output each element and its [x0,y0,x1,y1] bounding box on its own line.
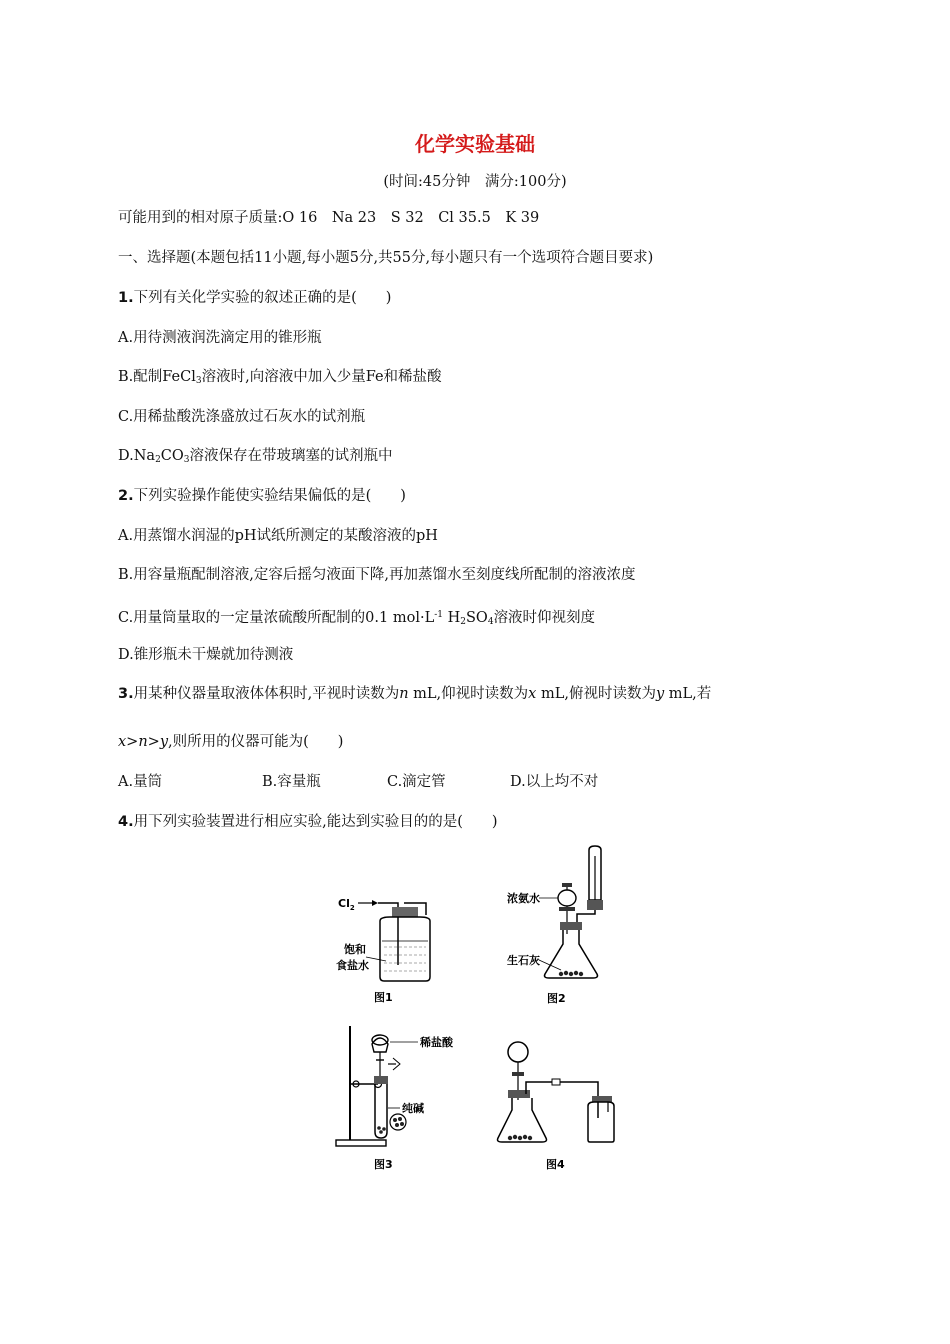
atomic-masses: 可能用到的相对原子质量:O 16 Na 23 S 32 Cl 35.5 K 39 [118,210,540,226]
question-number: 4. [118,814,134,830]
question-3-line2 [118,732,343,752]
page-title: 化学实验基础 [415,132,535,156]
option-a: A.用蒸馏水润湿的pH试纸所测定的某酸溶液的pH [118,528,438,544]
subscript: 4 [487,617,494,627]
reagent-label-top: 稀盐酸 [420,1036,453,1049]
option-c [118,605,595,632]
option-text: C.用量筒量取的一定量浓硫酸所配制的0.1 mol·L [118,610,435,626]
question-3 [118,684,711,704]
subscript: 2 [460,617,466,627]
reagent-label-bottom: 生石灰 [507,954,540,967]
question-2 [118,486,406,506]
exam-subtitle: (时间:45分钟 满分:100分) [383,174,567,190]
question-4 [118,812,498,832]
option-text: D.Na [118,448,156,464]
option-d: D.锥形瓶未干燥就加待测液 [118,647,294,663]
question-stem: 用下列实验装置进行相应实验,能达到实验目的的是( ) [133,814,498,830]
carbon-dioxide-diagram [330,1022,470,1172]
option-b: B.用容量瓶配制溶液,定容后摇匀液面下降,再加蒸馏水至刻度线所配制的溶液浓度 [118,567,636,583]
option-a: A.用待测液润洗滴定用的锥形瓶 [118,330,322,346]
figure-caption: 图1 [374,991,393,1004]
option-text: SO [466,610,488,626]
figure-3 [330,1022,470,1172]
option-d [118,446,393,470]
variable-y: y [655,686,665,702]
option-text: 溶液时仰视刻度 [493,610,596,626]
inequality: x>n>y [118,734,169,750]
option-c: C.用稀盐酸洗涤盛放过石灰水的试剂瓶 [118,409,366,425]
question-stem: 用某种仪器量取液体体积时,平视时读数为 [133,686,400,702]
option-d: D.以上均不对 [510,774,599,790]
ammonia-generation-diagram [505,842,625,1010]
figure-caption: 图2 [547,992,566,1005]
question-stem: mL,俯视时读数为 [536,686,656,702]
option-b [118,367,442,391]
figure-caption: 图3 [374,1158,393,1171]
figure-caption: 图4 [546,1158,565,1171]
solution-label-2: 食盐水 [336,959,369,972]
variable-n: n [399,686,409,702]
reagent-label-top: 浓氨水 [507,892,540,905]
subscript: 2 [155,455,161,465]
option-b: B.容量瓶 [262,774,321,790]
question-stem: mL,仰视时读数为 [408,686,529,702]
reagent-label-bottom: 纯碱 [402,1102,424,1115]
gas-collection-diagram [492,1038,622,1172]
question-number: 2. [118,488,134,504]
option-a: A.量筒 [118,774,163,790]
question-stem: 下列实验操作能使实验结果偏低的是( ) [133,488,406,504]
option-text: CO [160,448,184,464]
option-text: 溶液保存在带玻璃塞的试剂瓶中 [189,448,393,464]
section-heading: 一、选择题(本题包括11小题,每小题5分,共55分,每小题只有一个选项符合题目要求) [118,250,654,266]
subscript: 3 [195,376,202,386]
question-number: 3. [118,686,134,702]
solution-label-1: 饱和 [344,943,366,956]
variable-x: x [528,686,537,702]
figure-2 [505,842,625,1010]
question-stem: 下列有关化学实验的叙述正确的是( ) [133,290,392,306]
question-1 [118,288,391,308]
question-stem: mL,若 [664,686,712,702]
option-text: 溶液时,向溶液中加入少量Fe和稀盐酸 [201,369,442,385]
option-c: C.滴定管 [387,774,446,790]
superscript: -1 [434,610,443,620]
figure-4 [492,1038,622,1172]
option-text: B.配制FeCl [118,369,196,385]
gas-wash-bottle-diagram [330,885,450,1010]
gas-label: $Cl_2$ [338,897,355,912]
question-number: 1. [118,290,134,306]
question-stem: ,则所用的仪器可能为( ) [168,734,344,750]
figure-1 [330,885,450,1010]
subscript: 3 [183,455,190,465]
option-text: H [443,610,461,626]
